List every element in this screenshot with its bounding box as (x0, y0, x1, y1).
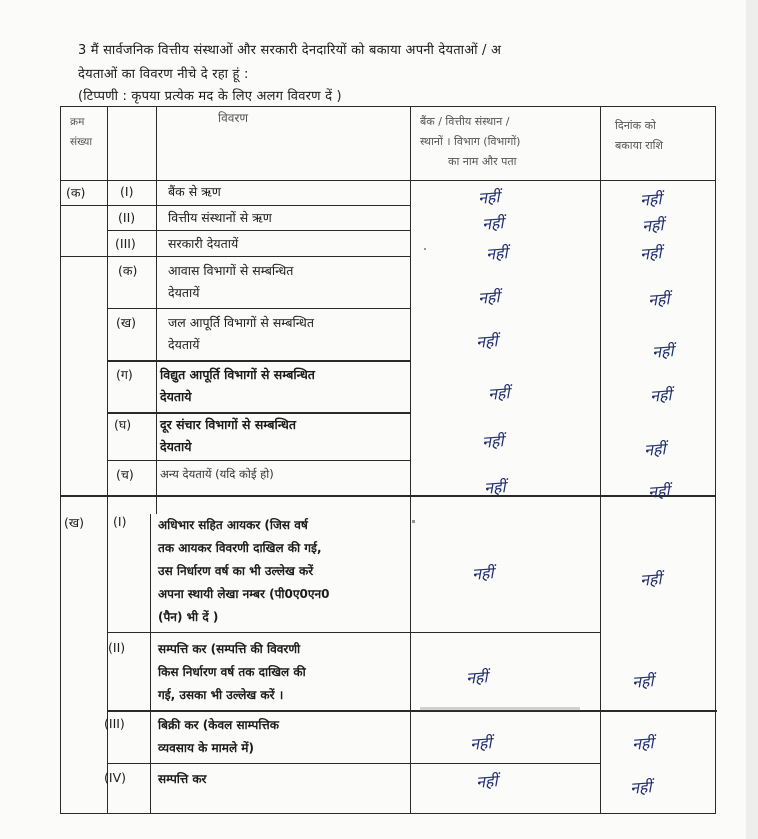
handwritten-nil-entry: नहीं (629, 777, 653, 798)
item-description-line: बिक्री कर (केवल साम्पत्तिक (158, 718, 279, 732)
row-line (107, 308, 410, 309)
item-description-line: देयतायें (168, 337, 200, 352)
item-description-line: जल आपूर्ति विभागों से सम्बन्धित (168, 315, 314, 330)
handwritten-nil-entry: नहीं (649, 385, 673, 406)
item-description-line: अपना स्थायी लेखा नम्बर (पी0ए0एन0 (158, 587, 330, 601)
handwritten-nil-entry: नहीं (647, 481, 671, 502)
item-description-line: सम्पत्ति कर (सम्पत्ति की विवरणी (158, 642, 301, 656)
header-bottom-line (60, 180, 715, 181)
row-line (107, 710, 717, 712)
handwritten-nil-entry: नहीं (483, 477, 507, 498)
table-border-bottom (60, 813, 715, 814)
intro-line-2: देयताओं का विवरण नीचे दे रहा हूं : (78, 67, 249, 82)
item-number: (I) (113, 514, 127, 529)
item-number: (च) (116, 467, 134, 482)
section-label: (ख) (64, 515, 84, 530)
item-number: (ग) (116, 367, 133, 382)
item-description: सम्पत्ति कर (158, 772, 207, 786)
table-border-right (715, 106, 716, 814)
header-serial-line2: संख्या (70, 136, 93, 148)
item-number: (क) (118, 263, 138, 278)
item-description-line: देयताये (160, 439, 192, 454)
row-line (107, 632, 600, 633)
handwritten-nil-entry: नहीं (643, 439, 667, 460)
item-description (158, 714, 279, 760)
item-description-line: आवास विभागों से सम्बन्धित (168, 263, 294, 278)
item-description-line: दूर संचार विभागों से सम्बन्धित (160, 417, 296, 432)
item-description: वित्तीय संस्थानों से ऋण (168, 210, 272, 225)
item-description-line: देयताये (160, 389, 192, 404)
item-description-line: किस निर्धारण वर्ष तक दाखिल की (158, 665, 306, 679)
item-description: बैंक से ऋण (168, 184, 221, 199)
item-description (168, 312, 314, 356)
table-border-top (60, 106, 715, 107)
column-divider (600, 106, 601, 814)
intro-line-1: 3 मैं सार्वजनिक वित्तीय संस्थाओं और सरकारी देनदारियों को बकाया अपनी देयताओं / अ (78, 43, 502, 58)
header-amount (615, 116, 663, 156)
header-serial-line1: क्रम (70, 116, 85, 128)
row-line (60, 256, 410, 257)
item-number: (घ) (114, 417, 132, 432)
header-bank (420, 112, 520, 172)
section-line (60, 495, 715, 497)
row-line (60, 205, 410, 206)
handwritten-nil-entry: नहीं (477, 187, 501, 208)
handwritten-nil-entry: नहीं (487, 383, 511, 404)
item-description-line: गई, उसका भी उल्लेख करें । (158, 688, 284, 702)
item-description-line: अधिभार सहित आयकर (जिस वर्ष (158, 518, 308, 532)
scan-speck (412, 520, 415, 523)
handwritten-nil-entry: नहीं (475, 331, 499, 352)
handwritten-nil-entry: नहीं (485, 243, 509, 264)
item-description-line: देयतायें (168, 285, 200, 300)
handwritten-nil-entry: नहीं (471, 563, 495, 584)
item-description-line: उस निर्धारण वर्ष का भी उल्लेख करें (158, 564, 314, 578)
item-description: सरकारी देयतायें (168, 236, 239, 251)
item-description (160, 414, 296, 458)
handwritten-nil-entry: नहीं (481, 213, 505, 234)
handwritten-nil-entry: नहीं (639, 243, 663, 264)
handwritten-nil-entry: नहीं (639, 569, 663, 590)
item-number: (III) (115, 236, 136, 251)
handwritten-nil-entry: नहीं (631, 733, 655, 754)
handwritten-nil-entry: नहीं (641, 215, 665, 236)
handwritten-nil-entry: नहीं (481, 431, 505, 452)
header-amount-line2: बकाया राशि (615, 139, 663, 152)
header-bank-line1: बैंक / वित्तीय संस्थान / (420, 115, 510, 128)
scan-edge-shadow (746, 0, 758, 839)
header-serial (70, 112, 92, 152)
item-number: (II) (118, 210, 136, 225)
header-bank-line3: का नाम और पता (448, 155, 517, 168)
item-description (158, 638, 306, 707)
section-label: (क) (66, 185, 86, 200)
row-line (107, 360, 410, 362)
handwritten-nil-entry: नहीं (639, 189, 663, 210)
column-divider (410, 106, 411, 814)
handwritten-nil-entry: नहीं (475, 771, 499, 792)
scan-speck (424, 248, 426, 250)
handwritten-nil-entry: नहीं (631, 671, 655, 692)
handwritten-nil-entry: नहीं (469, 733, 493, 754)
item-description (160, 364, 315, 408)
header-amount-line1: दिनांक को (615, 119, 656, 132)
item-number: (ख) (116, 315, 136, 330)
scan-smudge (420, 707, 580, 711)
item-number: (III) (104, 716, 125, 731)
item-description (158, 514, 330, 629)
table-border-left (60, 106, 61, 814)
column-divider (150, 514, 151, 814)
item-number: (II) (108, 640, 126, 655)
row-line (107, 763, 600, 764)
item-description: अन्य देयतायें (यदि कोई हो) (160, 467, 274, 481)
header-details: विवरण (218, 111, 249, 125)
item-number: (IV) (104, 770, 126, 785)
header-bank-line2: स्थानों । विभाग (विभागों) (420, 135, 521, 148)
item-description-line: व्यवसाय के मामले में) (158, 741, 254, 755)
intro-note: (टिप्पणी : कृपया प्रत्येक मद के लिए अलग विवरण दें ) (78, 89, 342, 104)
handwritten-nil-entry: नहीं (477, 287, 501, 308)
item-description (168, 260, 293, 304)
item-description-line: तक आयकर विवरणी दाखिल की गई, (158, 541, 322, 555)
item-description-line: विद्युत आपूर्ति विभागों से सम्बन्धित (160, 367, 315, 382)
row-line (107, 460, 410, 461)
row-line (107, 230, 410, 231)
handwritten-nil-entry: नहीं (465, 667, 489, 688)
item-description-line: (पैन) भी दें ) (158, 610, 219, 624)
item-number: (I) (120, 184, 134, 199)
handwritten-nil-entry: नहीं (651, 341, 675, 362)
handwritten-nil-entry: नहीं (647, 289, 671, 310)
column-divider (156, 106, 157, 514)
